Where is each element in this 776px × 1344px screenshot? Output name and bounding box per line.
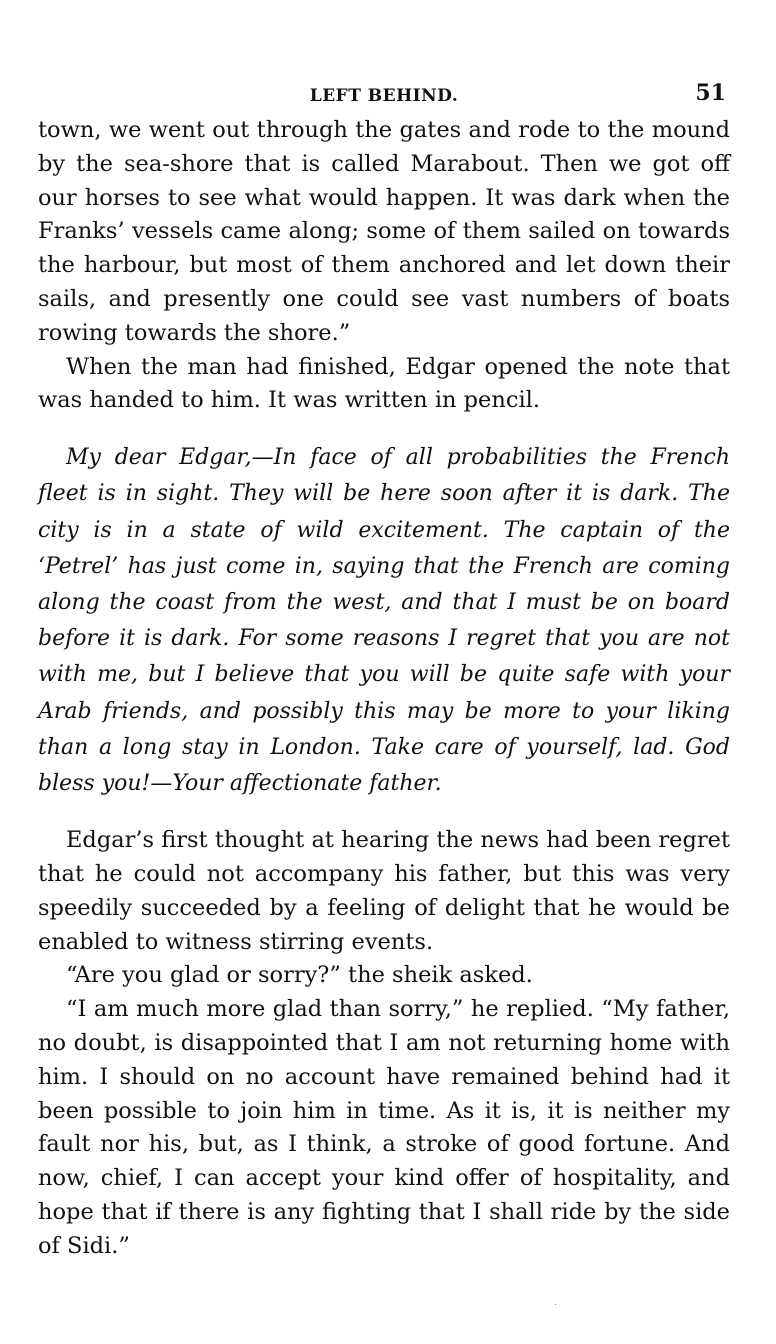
paragraph-first-thought: Edgar’s first thought at hearing the news had been regret that he could not accompany his father, but this was very speedily succeeded by a feeling of delight that he would be enabled to witness stirring events. xyxy=(38,827,730,955)
page-number: 51 xyxy=(695,80,726,106)
book-page xyxy=(38,80,730,1264)
paragraph-continuation: town, we went out through the gates and rode to the mound by the sea-shore that is called Marabout. Then we got off our horses to see what would happen. It was dark when the Franks’ vessels came along; some of them sailed on towards the harbour, but most of them anchored and let down their sails, and presently one could see vast numbers of boats rowing towards the shore.” xyxy=(38,117,730,346)
letter-text: My dear Edgar,—In face of all probabilities the French fleet is in sight. They will be here soon after it is dark. The city is in a state of wild excitement. The captain of the ‘Petrel’ has just come in, saying that the French are coming along the coast from the west, and that I must be on board before it is dark. For some reasons I regret that you are not with me, but I believe that you will be quite safe with your Arab friends, and possibly this may be more to your liking than a long stay in London. Take care of yourself, lad. God bless you!—Your affectionate father. xyxy=(38,445,730,796)
paragraph-edgar-reply: “I am much more glad than sorry,” he replied. “My father, no doubt, is disappointed that I am not returning home with him. I should on no account have remained behind had it been possible to join him in time. As it is, it is neither my fault nor his, but, as I think, a stroke of good fortune. And now, chief, I can accept your kind offer of hospitality, and hope that if there is any fighting that I shall ride by the side of Sidi.” xyxy=(38,996,730,1259)
paragraph-note-opened: When the man had finished, Edgar opened the note that was handed to him. It was written in pencil. xyxy=(38,353,730,414)
running-title: LEFT BEHIND. xyxy=(309,86,459,106)
paragraph-sheik-question: “Are you glad or sorry?” the sheik asked. xyxy=(66,962,533,989)
scan-speck: · xyxy=(554,1300,558,1311)
running-head xyxy=(38,80,730,114)
